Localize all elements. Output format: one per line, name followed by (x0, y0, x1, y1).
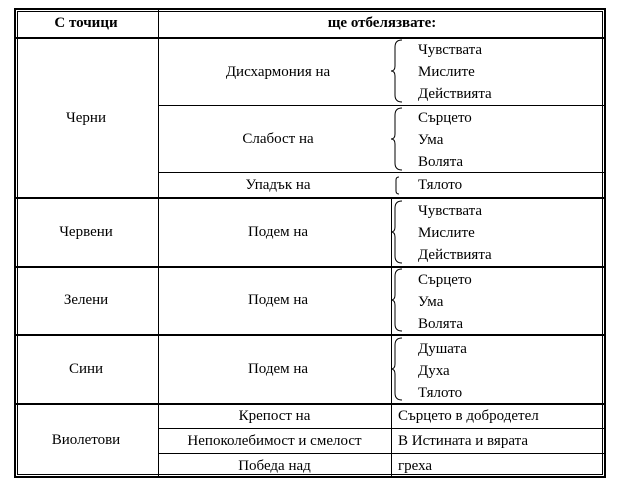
item-text: Действията (418, 247, 492, 263)
group-label: Крепост на (238, 408, 311, 424)
item-text: Действията (418, 86, 492, 102)
color-label: Сини (68, 361, 104, 377)
group-label: Дисхармония на (225, 64, 331, 80)
left-brace-icon (390, 39, 404, 103)
group-label: Непоколебимост и смелост (187, 433, 362, 449)
header-dots: С точици (54, 15, 118, 31)
left-brace-icon (393, 176, 401, 195)
item-text: Сърцето (418, 272, 472, 288)
color-label: Зелени (63, 292, 109, 308)
item-text: Душата (418, 341, 467, 357)
group-label: Упадък на (245, 177, 311, 193)
item-text: Мислите (418, 225, 475, 241)
left-brace-icon (390, 107, 404, 171)
item-text: греха (398, 458, 433, 474)
item-text: Сърцето (418, 110, 472, 126)
left-brace-icon (390, 337, 404, 401)
group-label: Подем на (247, 224, 309, 240)
group-label: Подем на (247, 292, 309, 308)
group-label: Победа над (238, 458, 311, 474)
group-label: Подем на (247, 361, 309, 377)
header-mark: ще отбелязвате: (327, 15, 437, 31)
item-text: Чувствата (418, 203, 483, 219)
item-text: Тялото (418, 177, 463, 193)
group-label: Слабост на (242, 131, 314, 147)
header-divider (14, 37, 606, 39)
color-label: Виолетови (51, 432, 121, 448)
row-divider (14, 266, 606, 268)
item-text: Ума (418, 132, 444, 148)
item-text: Ума (418, 294, 444, 310)
item-text: Духа (418, 363, 450, 379)
row-divider (158, 428, 606, 429)
item-text: Мислите (418, 64, 475, 80)
left-brace-icon (390, 268, 404, 332)
item-text: Сърцето в добродетел (398, 408, 539, 424)
item-text: В Истината и вярата (398, 433, 528, 449)
item-text: Чувствата (418, 42, 483, 58)
item-text: Тялото (418, 385, 463, 401)
row-divider (14, 334, 606, 336)
row-divider (158, 105, 606, 106)
color-label: Черни (66, 110, 106, 126)
item-text: Волята (418, 316, 464, 332)
color-label: Червени (59, 224, 113, 240)
row-divider (158, 172, 606, 173)
color-dot-table (14, 8, 606, 478)
row-divider (14, 197, 606, 199)
item-text: Волята (418, 154, 464, 170)
row-divider (158, 453, 606, 454)
left-brace-icon (390, 200, 404, 264)
